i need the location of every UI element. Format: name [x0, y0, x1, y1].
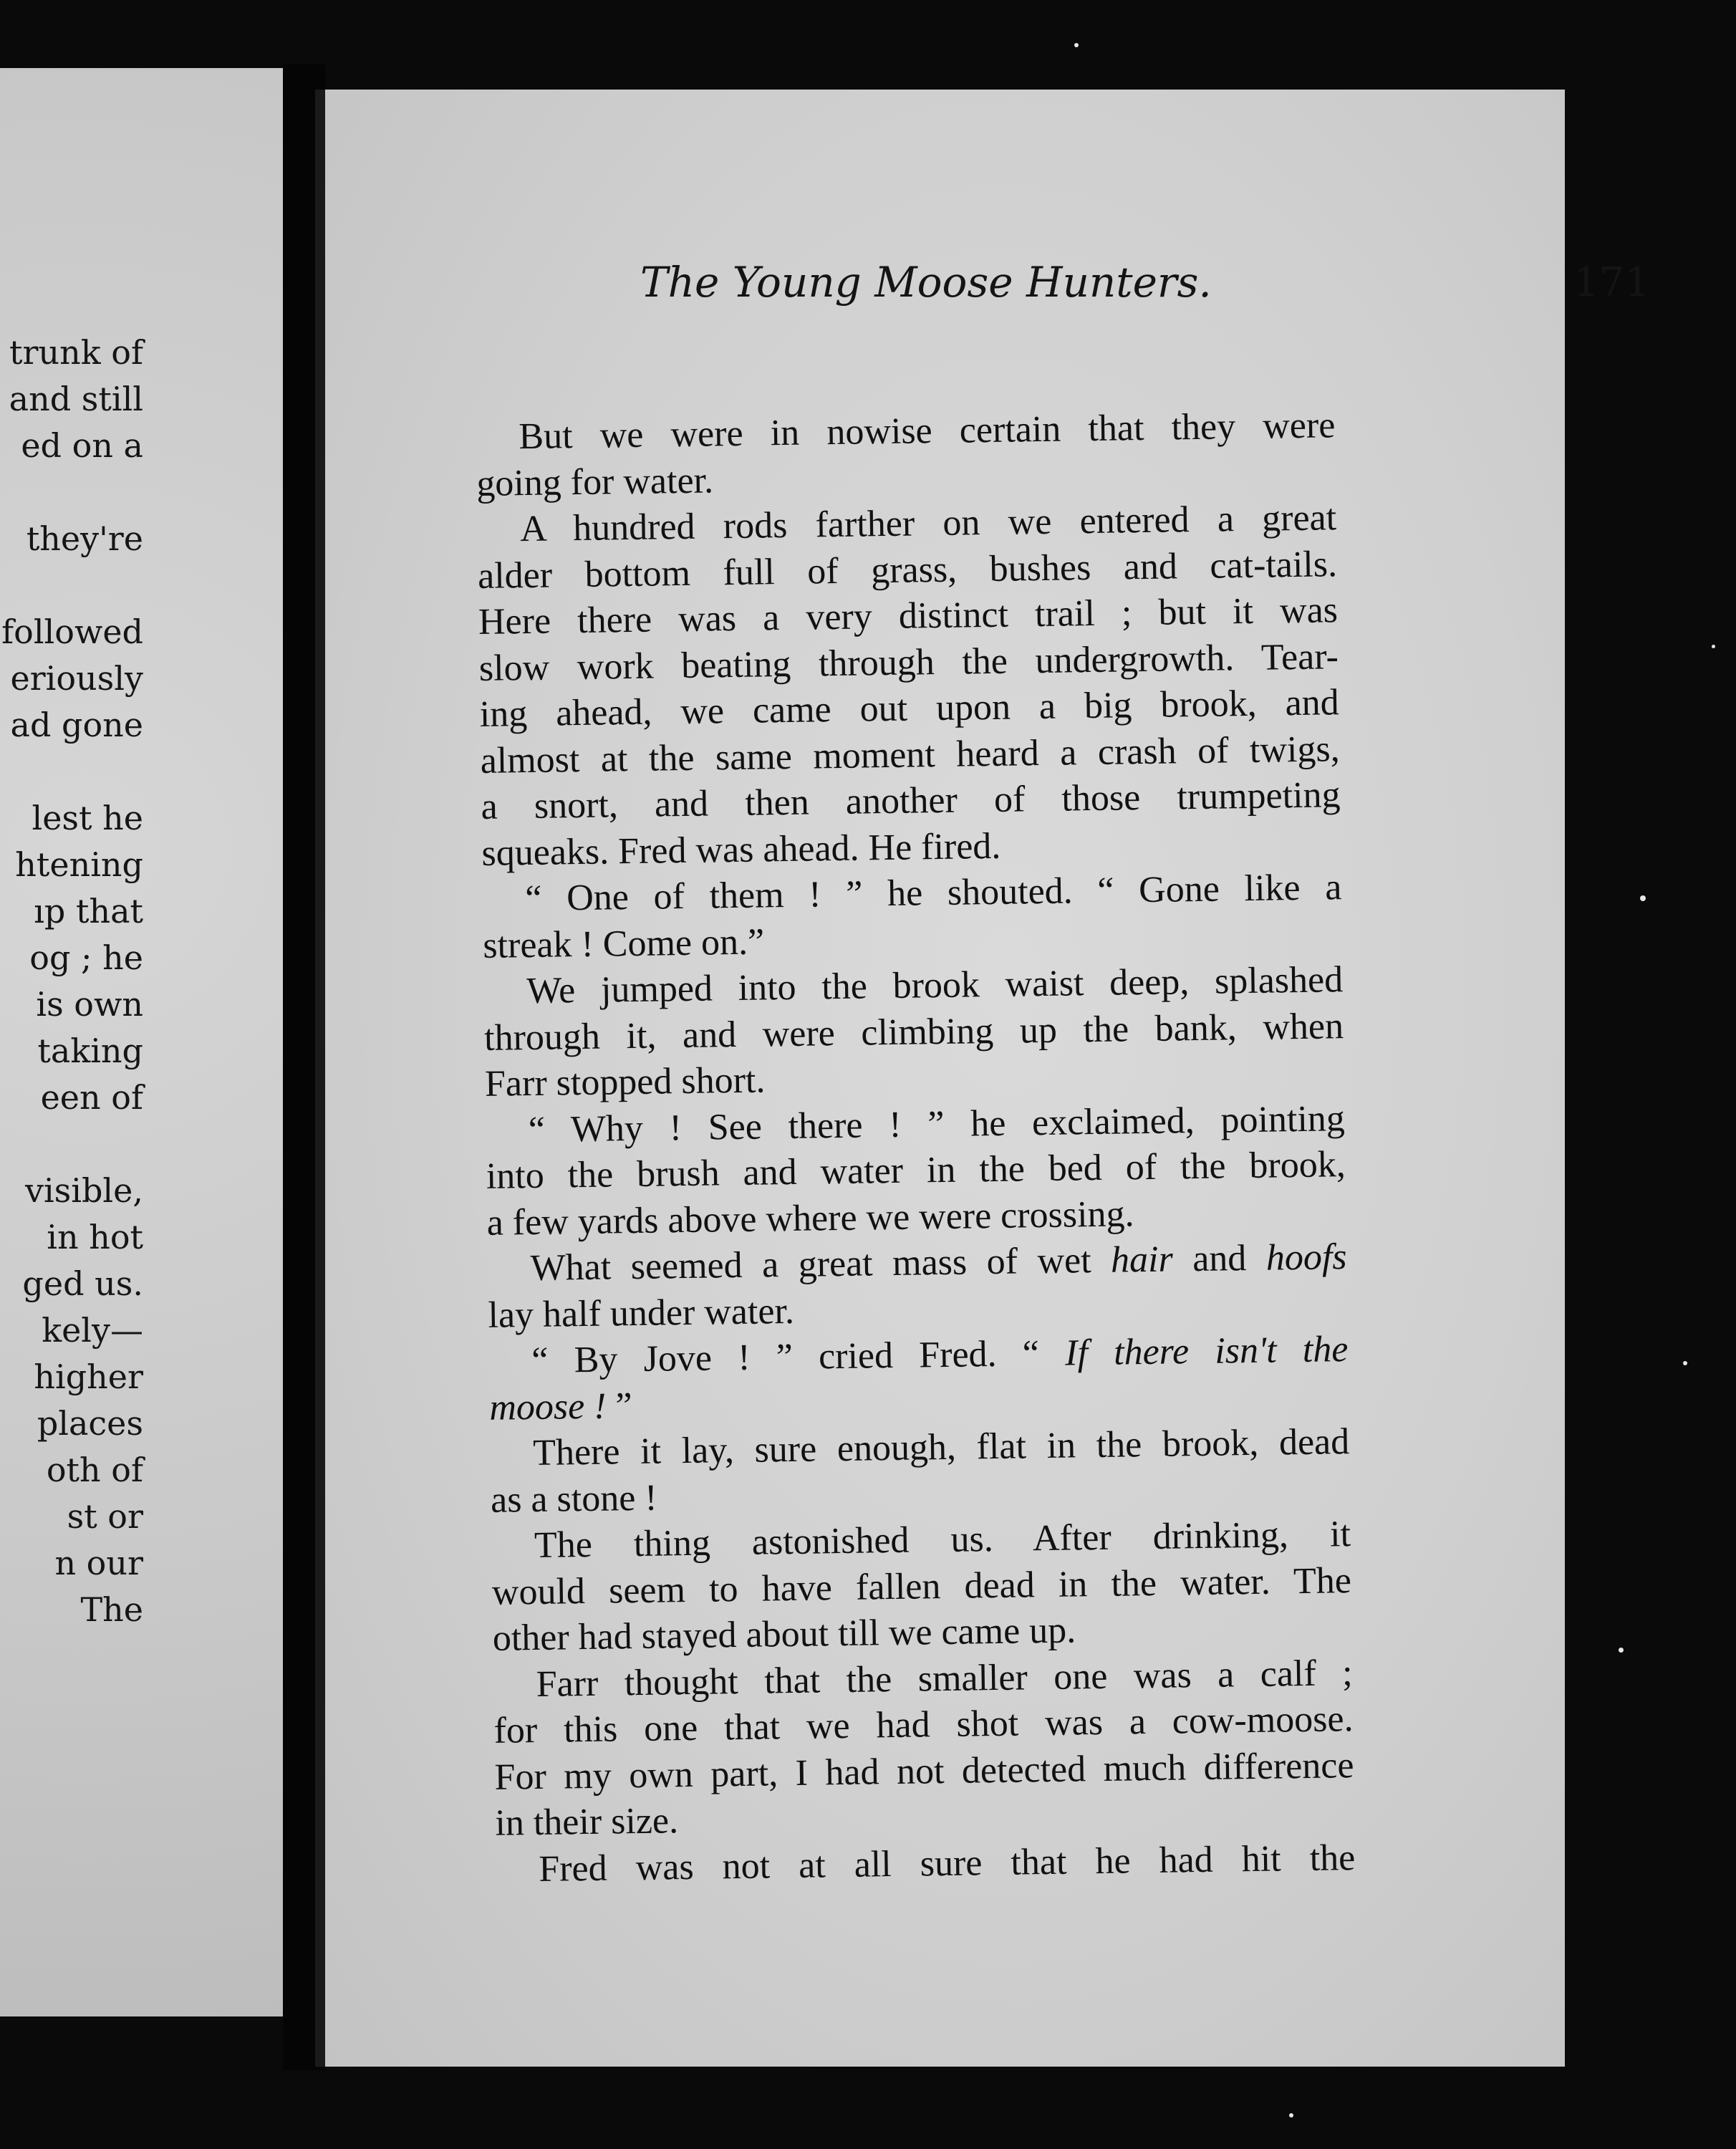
body-line: through it, and were climbing up the bank, when [483, 1005, 1344, 1059]
left-page-line: htening [15, 845, 143, 884]
body-line: slow work beating through the undergrowth. Tear- [478, 635, 1339, 689]
left-page-line: st or [67, 1497, 143, 1536]
left-page-line: in hot [47, 1218, 143, 1256]
body-line: “ One of them ! ” he shouted. “ Gone like a [525, 867, 1342, 920]
left-page-line: kely— [42, 1311, 143, 1350]
text-run: What seemed a great mass of wet [530, 1239, 1111, 1289]
body-line: A hundred rods farther on we entered a great [519, 497, 1337, 550]
body-line: For my own part, I had not detected much difference [494, 1744, 1354, 1798]
italic-text: hair [1110, 1239, 1174, 1281]
italic-text: moose ! [488, 1385, 607, 1428]
body-line: in their size. [495, 1800, 679, 1844]
left-page-line: visible, [24, 1171, 143, 1210]
scan-speck [1619, 1648, 1624, 1653]
left-page-line: taking [37, 1032, 143, 1070]
body-line: The thing astonished us. After drinking, it [534, 1514, 1351, 1567]
left-page-line: and still [9, 380, 143, 418]
left-page-line: is own [36, 985, 143, 1024]
left-page-line: een of [40, 1078, 143, 1117]
scan-speck [1289, 2113, 1293, 2117]
running-head [640, 251, 1650, 308]
body-line: for this one that we had shot was a cow-moose. [493, 1698, 1354, 1751]
body-line: a few yards above where we were crossing. [486, 1193, 1134, 1244]
scan-speck [1640, 895, 1646, 901]
body-line: squeaks. Fred was ahead. He fired. [481, 825, 1001, 874]
body-line: as a stone ! [490, 1477, 657, 1521]
body-line: going for water. [476, 459, 714, 504]
left-page-line: trunk of [9, 333, 143, 372]
text-run: “ By Jove ! ” cried Fred. “ [531, 1332, 1066, 1382]
right-page [315, 90, 1650, 2067]
left-page-line: oth of [46, 1451, 143, 1489]
left-page-line: lest he [32, 799, 143, 837]
body-line: Farr stopped short. [484, 1059, 766, 1105]
body-line: There it lay, sure enough, flat in the brook, dead [532, 1421, 1350, 1474]
body-line: Here there was a very distinct trail ; but it was [478, 590, 1339, 643]
body-line: a snort, and then another of those trumpeting [481, 774, 1341, 827]
body-text [476, 403, 1356, 1890]
text-run: and [1172, 1237, 1267, 1280]
body-line: But we were in nowise certain that they were [519, 405, 1336, 458]
text-run: ” [606, 1385, 632, 1427]
left-page-line: ıp that [34, 892, 143, 931]
left-page-line: ed on a [21, 426, 143, 465]
body-line: other had stayed about till we came up. [492, 1610, 1076, 1659]
body-line: Fred was not at all sure that he had hit the [538, 1837, 1356, 1890]
body-line: streak ! Come on.” [482, 920, 765, 966]
left-page-line: places [37, 1404, 143, 1443]
body-line: alder bottom full of grass, bushes and cat-tails. [477, 543, 1338, 597]
italic-text: If there isn't the [1064, 1329, 1349, 1374]
left-facing-page [0, 68, 283, 2016]
scan-speck [1683, 1361, 1687, 1365]
body-line: into the brush and water in the bed of the brook, [486, 1144, 1346, 1197]
left-page-line: ged us. [22, 1264, 143, 1303]
body-line: ing ahead, we came out upon a big brook, and [479, 682, 1340, 735]
italic-text: hoofs [1265, 1236, 1347, 1279]
body-line: “ Why ! See there ! ” he exclaimed, pointing [528, 1097, 1346, 1150]
running-head-title: The Young Moose Hunters. [640, 258, 1212, 307]
body-line: lay half under water. [488, 1290, 795, 1336]
left-page-line: n our [54, 1544, 143, 1582]
left-page-line: higher [34, 1357, 143, 1396]
scan-speck [1712, 645, 1715, 648]
left-page-line: they're [26, 519, 143, 558]
left-page-line: The [80, 1590, 143, 1629]
left-page-line: followed [1, 612, 143, 651]
scan-speck [1074, 43, 1079, 47]
body-line: would seem to have fallen dead in the water. The [491, 1559, 1352, 1613]
body-line: almost at the same moment heard a crash of twigs, [480, 728, 1341, 782]
left-page-line: ad gone [10, 706, 143, 744]
page-number: 171 [1573, 259, 1650, 306]
left-page-line: eriously [10, 659, 143, 698]
left-page-line: og ; he [29, 938, 143, 977]
body-line: We jumped into the brook waist deep, splashed [526, 959, 1344, 1012]
body-line: Farr thought that the smaller one was a calf ; [536, 1652, 1354, 1705]
